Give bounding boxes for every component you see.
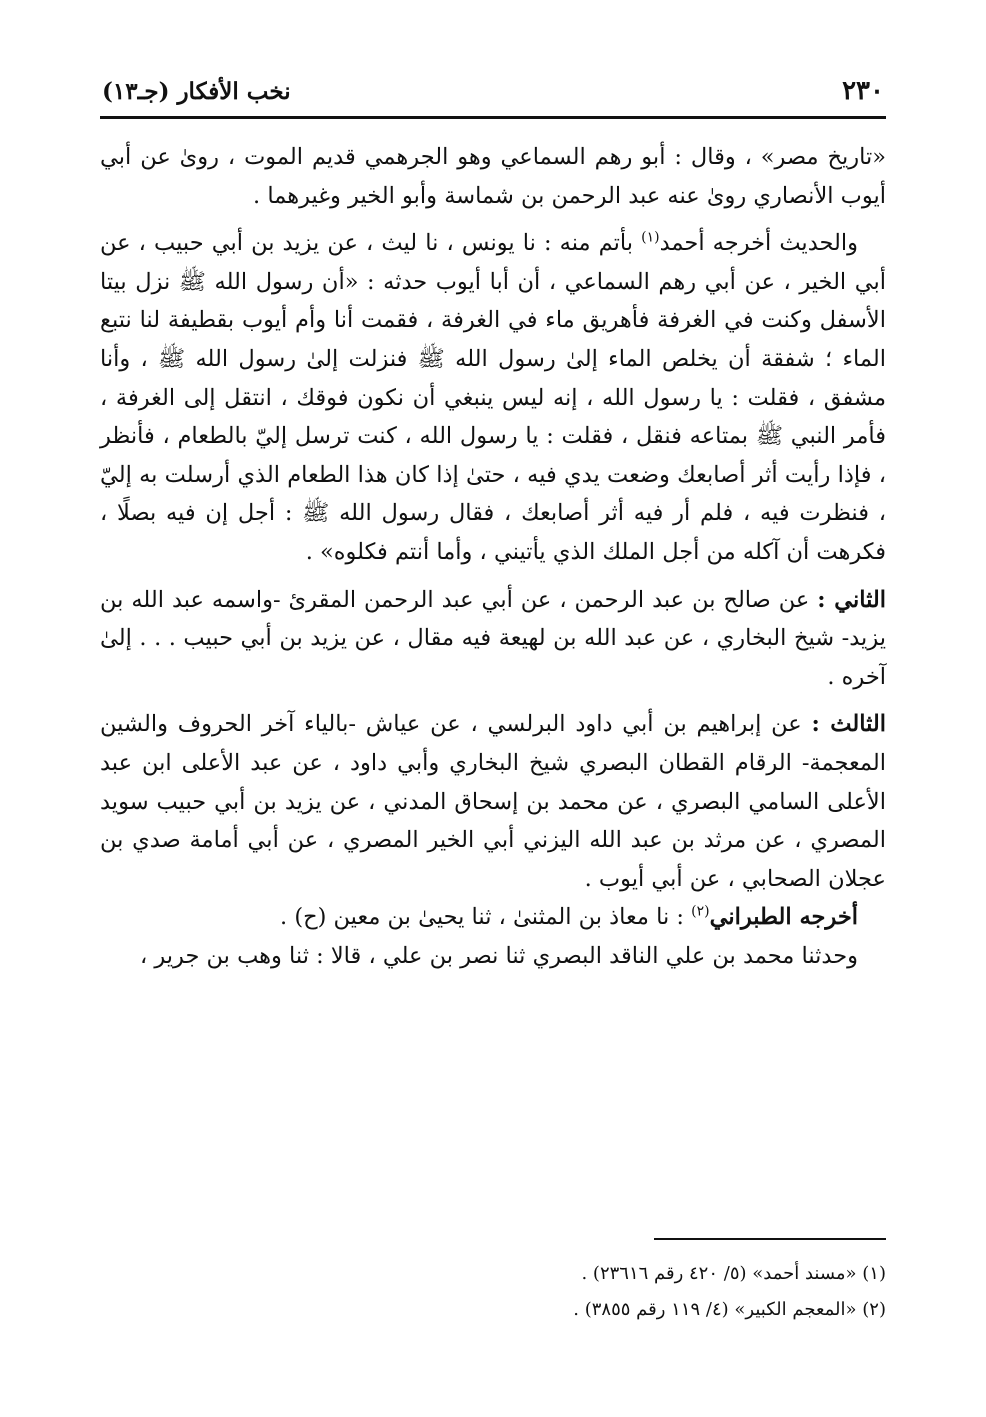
paragraph-text: «تاريخ مصر» ، وقال : أبو رهم السماعي وهو الجرهمي قديم الموت ، روىٰ عن أبي أيوب الأنصاري روىٰ عنه عبد الرحمن بن شماسة وأبو الخير وغيرهما . xyxy=(100,144,886,209)
footnote-ref-2: (٢) xyxy=(691,903,710,920)
paragraph-ahmad-hadith xyxy=(100,224,886,571)
running-header xyxy=(100,72,886,119)
footnote-1: (١) «مسند أحمد» (٥/ ٤٢٠ رقم ٢٣٦١٦) . xyxy=(581,1263,886,1284)
paragraph-text: عن إبراهيم بن أبي داود البرلسي ، عن عياش -بالياء آخر الحروف والشين المعجمة- الرقام القطان البصري شيخ البخاري وأبي داود ، عن عبد الأعلى ابن عبد الأعلى السامي البصري ، عن محمد بن إسحاق المدني ، عن يزيد بن أبي حبيب سويد المصري ، عن مرثد بن عبد الله اليزني أبي الخير المصري ، عن أبي أمامة صدي بن عجلان الصحابي ، عن أبي أيوب . xyxy=(100,711,886,892)
paragraph-second-chain xyxy=(100,581,886,697)
paragraph-tabarani xyxy=(100,898,886,937)
section-lead-third: الثالث : xyxy=(811,711,886,738)
paragraph-text-start: والحديث أخرجه أحمد xyxy=(659,230,858,257)
paragraph-text: عن صالح بن عبد الرحمن ، عن أبي عبد الرحمن المقرئ -واسمه عبد الله بن يزيد- شيخ البخاري ، عن عبد الله بن لهيعة فيه مقال ، عن يزيد بن أبي حبيب . . . إلىٰ آخره . xyxy=(100,586,886,690)
paragraph-chain-continuation xyxy=(100,937,886,976)
page-number: ٢٣٠ xyxy=(842,76,884,106)
footnotes xyxy=(100,1256,886,1328)
paragraph-text: : نا معاذ بن المثنىٰ ، ثنا يحيىٰ بن معين (ح) . xyxy=(280,904,692,931)
section-lead-second: الثاني : xyxy=(817,586,886,613)
footnote-divider xyxy=(654,1238,886,1240)
paragraph-biography xyxy=(100,138,886,215)
paragraph-text-rest: بأتم منه : نا يونس ، نا ليث ، عن يزيد بن أبي حبيب ، عن أبي الخير ، عن أبي رهم السماعي ، أن أبا أيوب حدثه : «أن رسول الله ﷺ نزل بيتا الأسفل وكنت في الغرفة فأهريق ماء في الغرفة ، فقمت أنا وأم أيوب بقطيفة لنا نتبع الماء ؛ شفقة أن يخلص الماء إلىٰ رسول الله ﷺ فنزلت إلىٰ رسول الله ﷺ ، وأنا مشفق ، فقلت : يا رسول الله ، إنه ليس ينبغي أن نكون فوقك ، انتقل إلى الغرفة ، فأمر النبي ﷺ بمتاعه فنقل ، فقلت : يا رسول الله ، كنت ترسل إليّ بالطعام ، فأنظر ، فإذا رأيت أثر أصابعك وضعت يدي فيه ، حتىٰ إذا كان هذا الطعام الذي أرسلت به إليّ ، فنظرت فيه ، فلم أر فيه أثر أصابعك ، فقال رسول الله ﷺ : أجل إن فيه بصلًا ، فكرهت أن آكله من أجل الملك الذي يأتيني ، وأما أنتم فكلوه» . xyxy=(100,230,886,565)
footnote-ref-1: (١) xyxy=(641,229,660,246)
paragraph-text: وحدثنا محمد بن علي الناقد البصري ثنا نصر بن علي ، قالا : ثنا وهب بن جرير ، xyxy=(139,942,858,969)
section-lead-tabarani: أخرجه الطبراني xyxy=(709,904,858,931)
paragraph-third-chain xyxy=(100,705,886,898)
main-text xyxy=(100,138,886,975)
footnote-2: (٢) «المعجم الكبير» (٤/ ١١٩ رقم ٣٨٥٥) . xyxy=(573,1299,886,1320)
book-title: نخب الأفكار (جـ١٣) xyxy=(102,78,291,105)
